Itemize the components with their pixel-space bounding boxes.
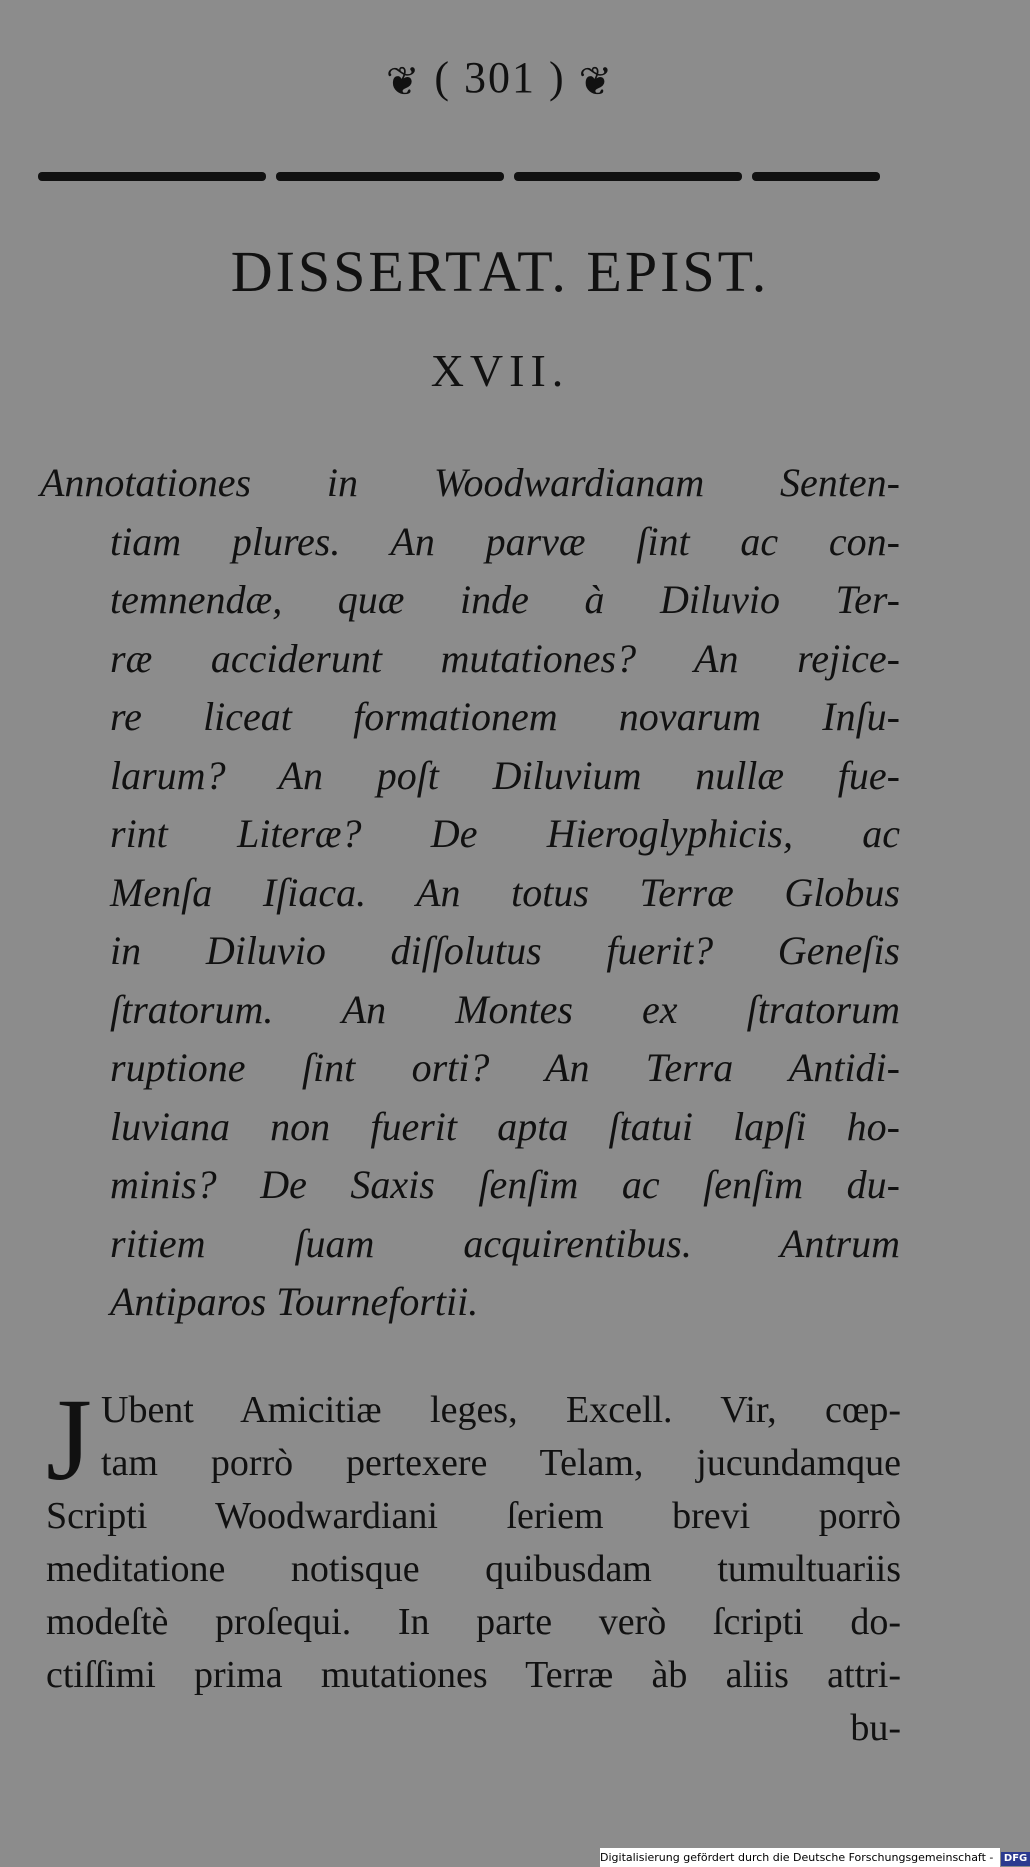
body-line: Ubent Amicitiæ leges, Excell. Vir, cœp-: [101, 1389, 901, 1431]
body-line: tam porrò pertexere Telam, jucundamque: [101, 1442, 901, 1484]
page-title: DISSERTAT. EPIST.: [230, 239, 770, 304]
summary-line: ſtratorum. An Montes ex ſtratorum: [110, 986, 900, 1032]
catchword: bu-: [850, 1707, 901, 1749]
body-line: meditatione notisque quibusdam tumultuariis: [46, 1548, 901, 1590]
summary-line: temnendæ, quæ inde à Diluvio Ter-: [110, 577, 900, 622]
summary-line: Annotationes in Woodwardianam Senten-: [40, 460, 900, 505]
summary-line: luviana non fuerit apta ſtatui lapſi ho-: [110, 1103, 900, 1149]
summary-line: minis? De Saxis ſenſim ac ſenſim du-: [110, 1162, 900, 1207]
summary-line: rint Literæ? De Hieroglyphicis, ac: [110, 811, 900, 856]
dissertation-number: XVII.: [430, 345, 570, 396]
body-text: [46, 1374, 901, 1755]
summary-line: in Diluvio diſſolutus fuerit? Geneſis: [110, 928, 900, 973]
summary-line: Menſa Iſiaca. An totus Terræ Globus: [110, 869, 900, 915]
summary-line: Antiparos Tournefortii.: [110, 1279, 479, 1324]
summary-line: ræ acciderunt mutationes? An rejice-: [110, 635, 900, 681]
summary-line: ritiem ſuam acquirentibus. Antrum: [110, 1220, 900, 1266]
body-line: modeſtè proſequi. In parte verò ſcripti do-: [46, 1601, 901, 1643]
ornament-right-icon: ❦: [578, 59, 615, 105]
summary-line: larum? An poſt Diluvium nullæ fue-: [110, 752, 900, 798]
page-header: [0, 52, 1000, 105]
header-rule: [38, 170, 880, 182]
ornament-left-icon: ❦: [385, 59, 422, 105]
body-line: Scripti Woodwardiani ſeriem brevi porrò: [46, 1495, 901, 1537]
summary-line: tiam plures. An parvæ ſint ac con-: [110, 518, 900, 564]
dfg-logo-icon: DFG: [1001, 1852, 1030, 1866]
summary-line: ruptione ſint orti? An Terra Antidi-: [110, 1045, 900, 1090]
body-line: ctiſſimi prima mutationes Terræ àb aliis attri-: [46, 1654, 901, 1696]
drop-cap: J: [46, 1374, 92, 1505]
digitization-footer: [600, 1848, 1028, 1867]
chapter-summary: [40, 454, 900, 1332]
summary-line: re liceat formationem novarum Inſu-: [110, 694, 900, 739]
page-number: ( 301 ): [434, 53, 566, 102]
footer-text: Digitalisierung gefördert durch die Deutsche Forschungsgemeinschaft -: [600, 1851, 994, 1864]
